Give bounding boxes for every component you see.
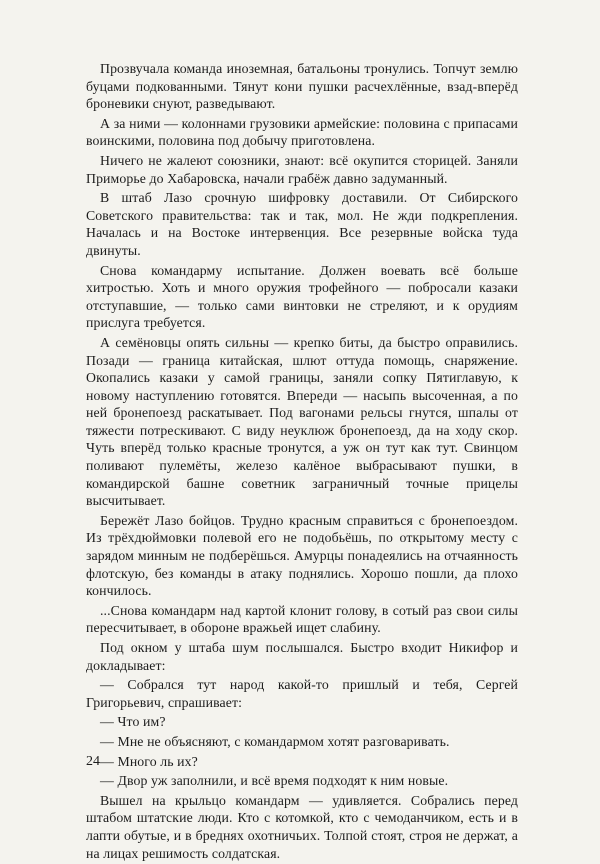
- paragraph: Ничего не жалеют союзники, знают: всё окупится сторицей. Заняли Приморье до Хабаровска, начали грабёж давно задуманный.: [86, 152, 518, 186]
- paragraph: А за ними — колоннами грузовики армейские: половина с припасами воинскими, половина под добычу приготовлена.: [86, 115, 518, 149]
- body-text: [86, 60, 518, 864]
- paragraph: Прозвучала команда иноземная, батальоны тронулись. Топчут землю буцами подкованными. Тянут кони пушки расчехлённые, взад-вперёд броневики снуют, разведывают.: [86, 61, 518, 112]
- paragraph: ...Снова командарм над картой клонит голову, в сотый раз свои силы пересчитывает, в обороне вражьей ищет слабину.: [86, 602, 518, 636]
- paragraph: В штаб Лазо срочную шифровку доставили. От Сибирского Советского правительства: так и так, мол. Не жди подкрепления. Началась и на Востоке интервенция. Все резервные войска туда двинуты.: [86, 190, 518, 258]
- paragraph: Под окном у штаба шум послышался. Быстро входит Никифор и докладывает:: [86, 640, 518, 673]
- dialogue-line: — Собрался тут народ какой-то пришлый и тебя, Сергей Григорьевич, спрашивает:: [86, 677, 518, 710]
- dialogue-line: — Что им?: [100, 714, 166, 730]
- paragraph: Снова командарму испытание. Должен воевать всё больше хитростью. Хоть и много оружия трофейного — побросали казаки отступавшие, — только сами винтовки не стреляют, и к орудиям прислуга требуется.: [86, 262, 518, 331]
- dialogue-line: — Много ль их?: [100, 753, 198, 769]
- paragraph: Бережёт Лазо бойцов. Трудно красным справиться с бронепоездом. Из трёхдюймовки полевой его не подобьёшь, по открытому месту с зарядом минным не подберёшься. Амурцы понадеялись на отчаянность флотскую, без команды в атаку поднялись. Хорошо пошли, да плохо кончилось.: [86, 512, 518, 599]
- page-number: 24: [86, 754, 100, 769]
- paragraph: Вышел на крыльцо командарм — удивляется. Собрались перед штабом штатские люди. Кто с котомкой, кто с чемоданчиком, есть и в лапти обутые, и в бреднях охотничьих. Толпой стоят, строя не держат, а на лицах решимость солдатская.: [86, 792, 518, 861]
- paragraph: А семёновцы опять сильны — крепко биты, да быстро оправились. Позади — граница китайская, шлют оттуда помощь, снаряжение. Окопались казаки у самой границы, заняли сопку Пятиглавую, к новому наступлению готовятся. Впереди — насыпь высоченная, а по ней бронепоезд раскатывает. Под вагонами рельсы гнутся, шпалы от тяжести потрескивают. С виду неуклюж бронепоезд, да на ходу скор. Чуть вперёд только красные тронутся, а уж он тут как тут. Свинцом поливают пулемёты, железо калёное выбрасывают пушки, в командирской башне советник заграничный точные прицелы высчитывает.: [86, 334, 518, 509]
- dialogue-line: — Двор уж заполнили, и всё время подходят к ним новые.: [100, 773, 449, 789]
- dialogue-line: — Мне не объясняют, с командармом хотят разговаривать.: [100, 733, 450, 749]
